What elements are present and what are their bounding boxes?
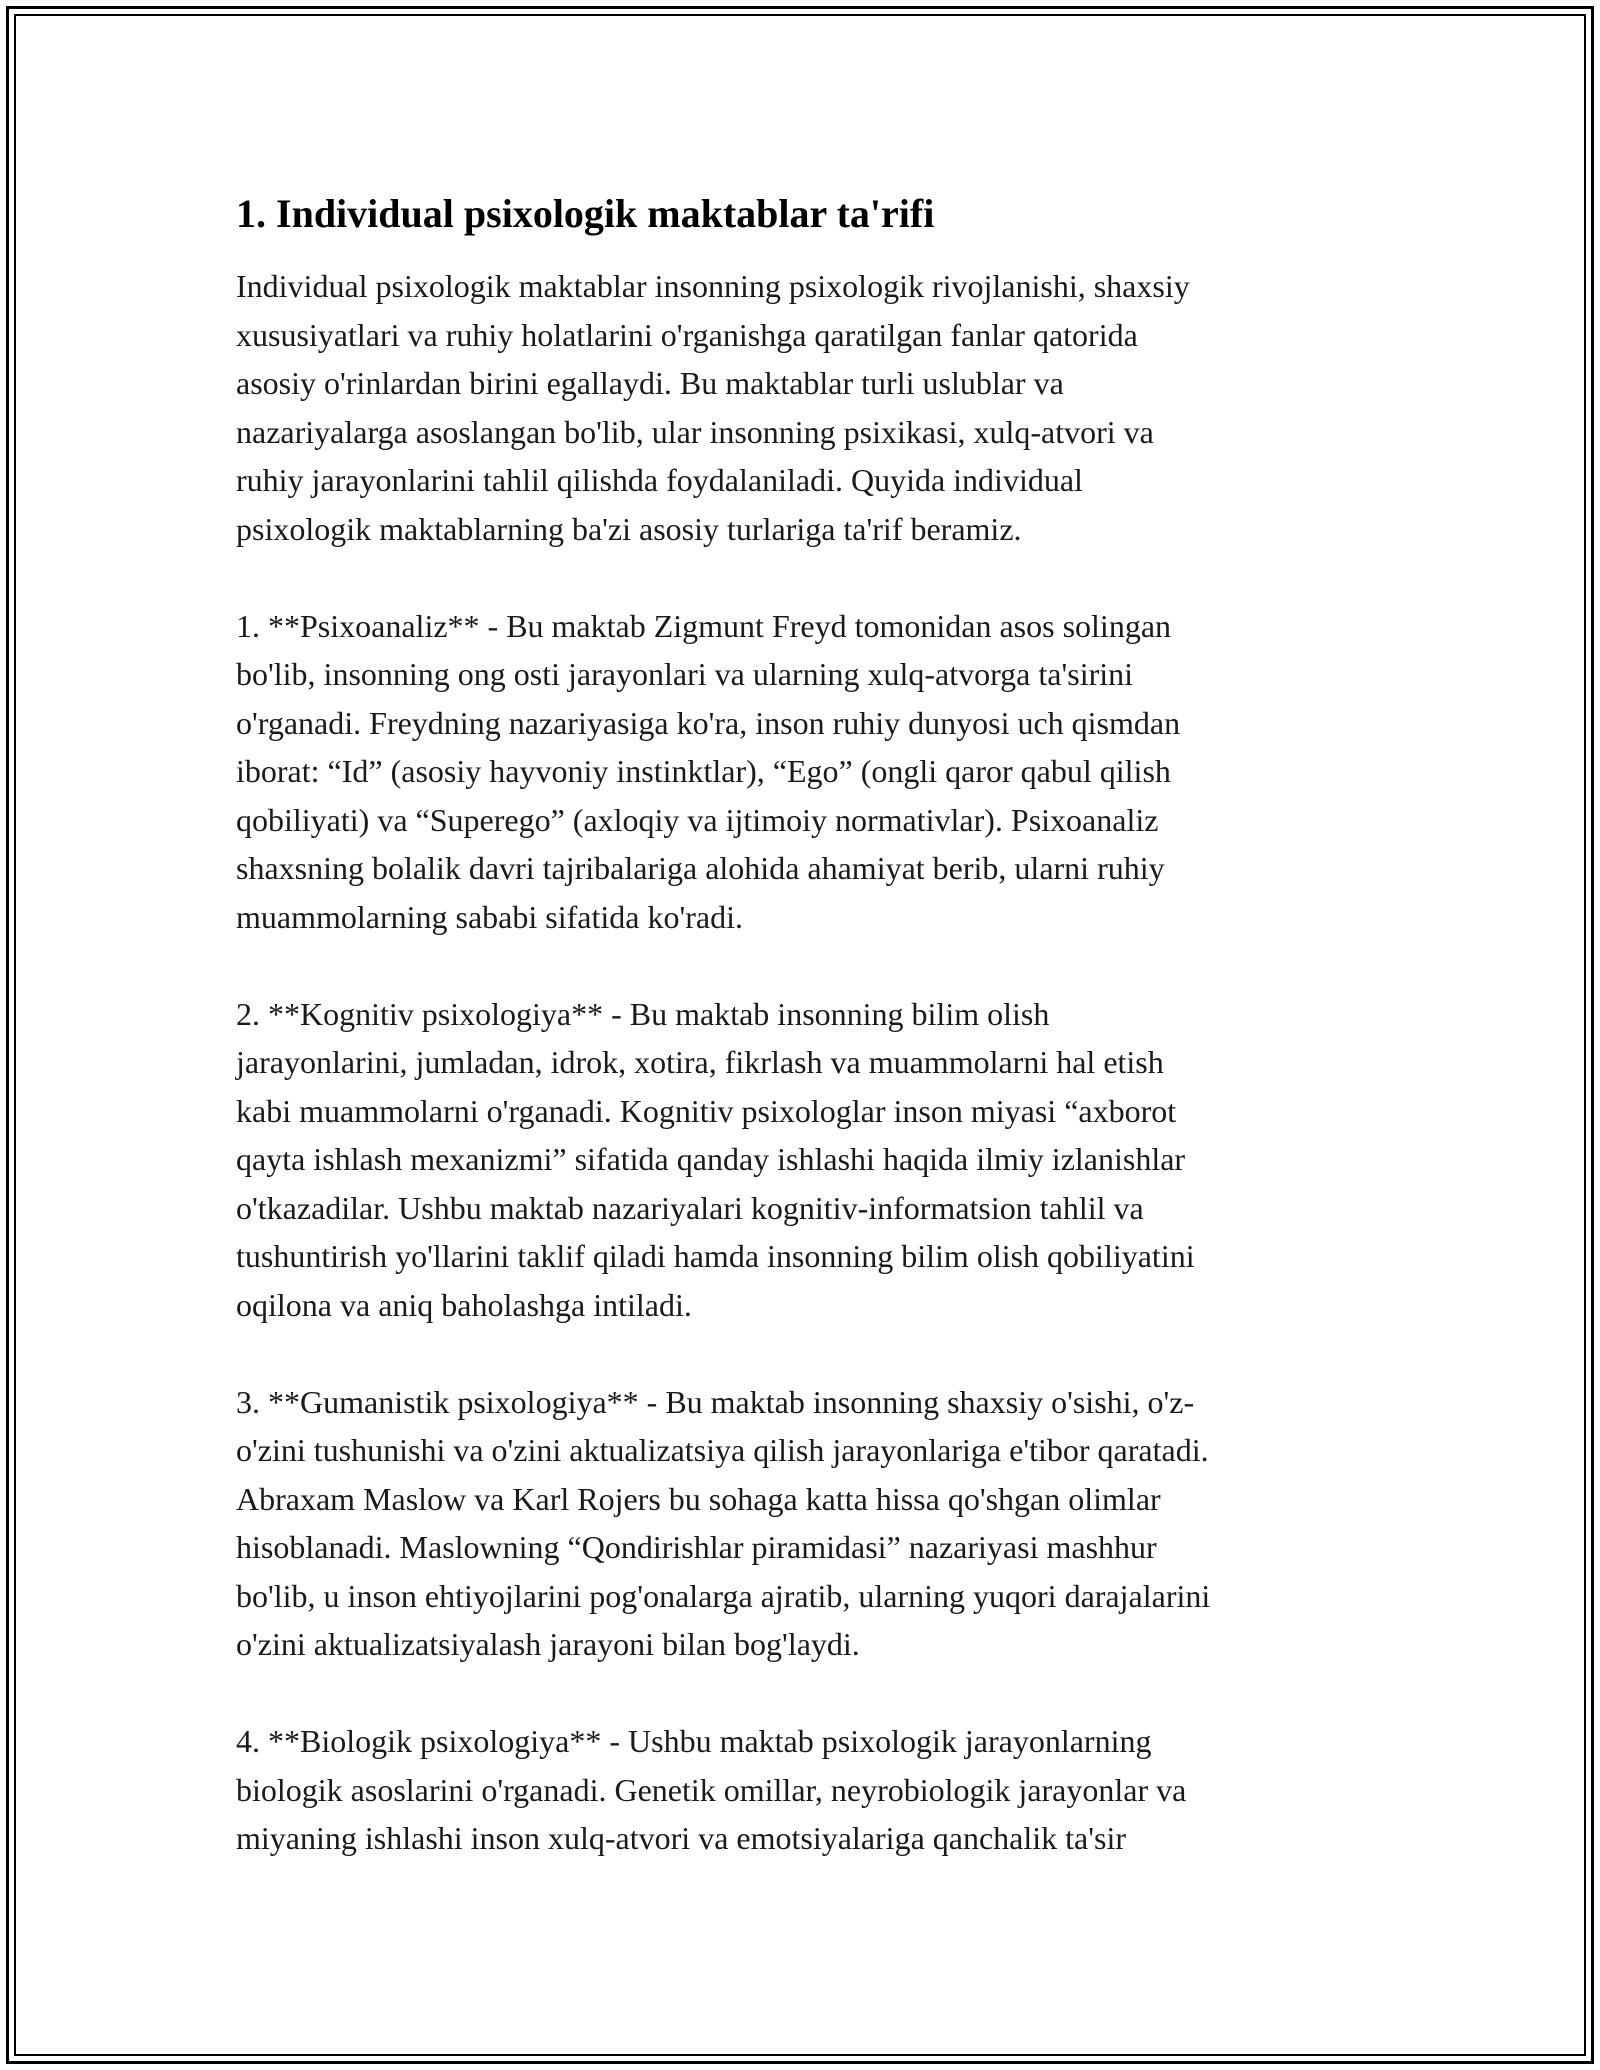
biologik-paragraph (236, 1717, 1376, 1863)
paragraph-line: iborat: “Id” (asosiy hayvoniy instinktlar), “Ego” (ongli qaror qabul qilish (236, 753, 1171, 789)
paragraph-line: o'zini tushunishi va o'zini aktualizatsiya qilish jarayonlariga e'tibor qaratadi. (236, 1432, 1209, 1468)
paragraph-line: 2. **Kognitiv psixologiya** - Bu maktab insonning bilim olish (236, 995, 1050, 1032)
paragraph-line: bo'lib, insonning ong osti jarayonlari va ularning xulq-atvorga ta'sirini (236, 656, 1134, 692)
kognitiv-paragraph (236, 990, 1376, 1330)
paragraph-line: tushuntirish yo'llarini taklif qiladi hamda insonning bilim olish qobiliyatini (236, 1238, 1195, 1274)
paragraph-line: psixologik maktablarning ba'zi asosiy turlariga ta'rif beramiz. (236, 510, 1022, 547)
intro-paragraph (236, 262, 1376, 553)
paragraph-line: 1. **Psixoanaliz** - Bu maktab Zigmunt Freyd tomonidan asos solingan (236, 607, 1172, 644)
paragraph-line: oqilona va aniq baholashga intiladi. (236, 1286, 692, 1323)
document-body (236, 186, 1376, 1911)
paragraph-line: o'rganadi. Freydning nazariyasiga ko'ra, inson ruhiy dunyosi uch qismdan (236, 704, 1181, 741)
paragraph-line: jarayonlarini, jumladan, idrok, xotira, fikrlash va muammolarni hal etish (236, 1044, 1164, 1080)
paragraph-line: kabi muammolarni o'rganadi. Kognitiv psixologlar inson miyasi “axborot (236, 1092, 1177, 1129)
paragraph-line: xususiyatlari va ruhiy holatlarini o'rganishga qaratilgan fanlar qatorida (236, 316, 1138, 353)
paragraph-line: muammolarning sababi sifatida ko'radi. (236, 898, 743, 935)
paragraph-line: biologik asoslarini o'rganadi. Genetik omillar, neyrobiologik jarayonlar va (236, 1771, 1187, 1808)
paragraph-line: nazariyalarga asoslangan bo'lib, ular insonning psixikasi, xulq-atvori va (236, 413, 1154, 450)
paragraph-line: bo'lib, u inson ehtiyojlarini pog'onalarga ajratib, ularning yuqori darajalarini (236, 1577, 1211, 1614)
paragraph-line: Individual psixologik maktablar insonning psixologik rivojlanishi, shaxsiy (236, 268, 1190, 304)
paragraph-line: asosiy o'rinlardan birini egallaydi. Bu maktablar turli uslublar va (236, 365, 1064, 401)
paragraph-line: 4. **Biologik psixologiya** - Ushbu maktab psixologik jarayonlarning (236, 1723, 1152, 1759)
paragraph-line: 3. **Gumanistik psixologiya** - Bu maktab insonning shaxsiy o'sishi, o'z- (236, 1383, 1195, 1420)
paragraph-line: shaxsning bolalik davri tajribalariga alohida ahamiyat berib, ularni ruhiy (236, 850, 1165, 886)
paragraph-line: qayta ishlash mexanizmi” sifatida qanday ishlashi haqida ilmiy izlanishlar (236, 1141, 1186, 1177)
paragraph-line: miyaning ishlashi inson xulq-atvori va emotsiyalariga qanchalik ta'sir (236, 1820, 1127, 1856)
paragraph-line: hisoblanadi. Maslowning “Qondirishlar piramidasi” nazariyasi mashhur (236, 1529, 1157, 1565)
section-title: 1. Individual psixologik maktablar ta'rifi (236, 191, 935, 236)
paragraph-line: ruhiy jarayonlarini tahlil qilishda foydalaniladi. Quyida individual (236, 462, 1083, 498)
paragraph-line: o'zini aktualizatsiyalash jarayoni bilan bog'laydi. (236, 1626, 860, 1662)
gumanistik-paragraph (236, 1378, 1376, 1669)
psixoanaliz-paragraph (236, 602, 1376, 942)
paragraph-line: o'tkazadilar. Ushbu maktab nazariyalari kognitiv-informatsion tahlil va (236, 1189, 1144, 1226)
paragraph-line: qobiliyati) va “Superego” (axloqiy va ijtimoiy normativlar). Psixoanaliz (236, 801, 1159, 838)
paragraph-line: Abraxam Maslow va Karl Rojers bu sohaga katta hissa qo'shgan olimlar (236, 1480, 1161, 1517)
